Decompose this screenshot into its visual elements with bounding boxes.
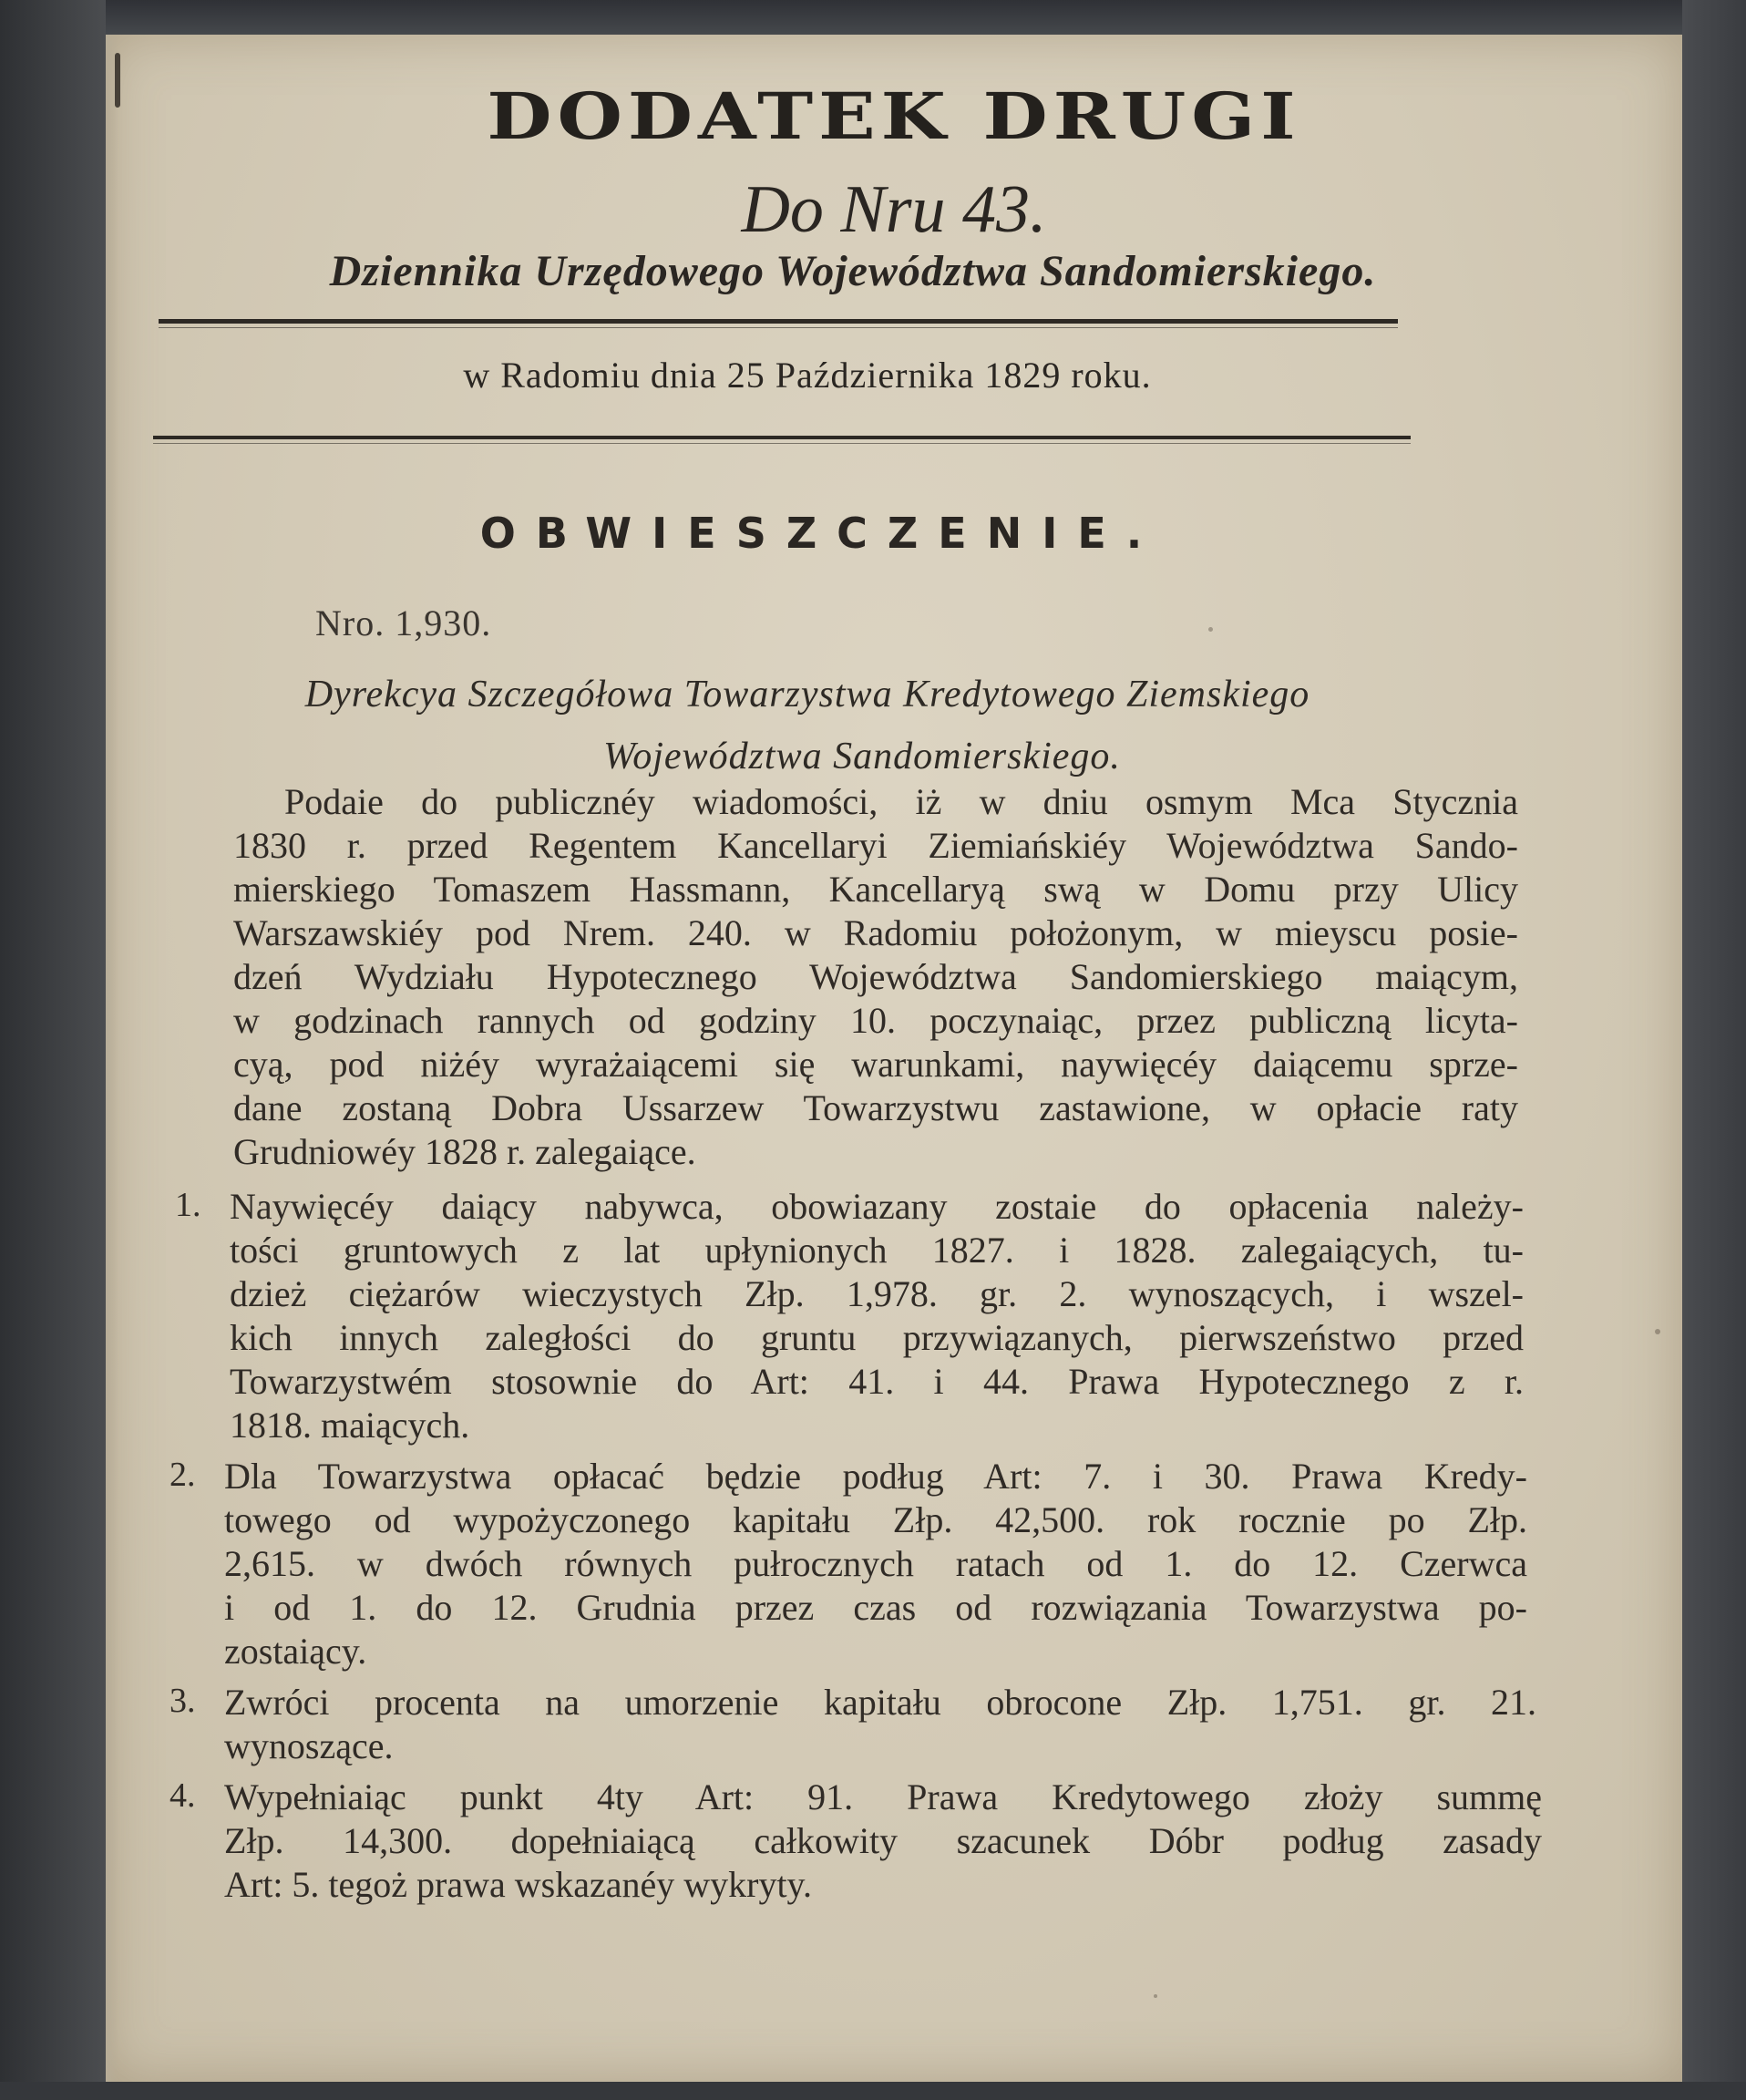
intro-line: Podaie do publicznéy wiadomości, iż w dniu osmym Mca Stycznia — [284, 781, 1518, 822]
item-line: Wypełniaiąc punkt 4ty Art: 91. Prawa Kredytowego złoży summę — [224, 1776, 1542, 1817]
item-line: zostaiący. — [224, 1631, 367, 1672]
scan-frame-left — [0, 0, 106, 2100]
item-number: 4. — [169, 1776, 196, 1815]
page-edge-shadow — [106, 35, 118, 2082]
masthead-rule-bottom — [153, 436, 1411, 439]
masthead-rule-bottom-thin — [153, 443, 1411, 444]
item-line: tości gruntowych z lat upłynionych 1827. i 1828. zalegaiących, tu- — [230, 1230, 1524, 1271]
masthead-title: DODATEK DRUGI — [487, 78, 1301, 155]
scan-frame-bottom — [0, 2082, 1746, 2100]
item-line: Naywięcéy daiący nabywca, obowiazany zostaie do opłacenia należy- — [230, 1186, 1524, 1227]
paper-speck — [1655, 1329, 1660, 1334]
dateline: w Radomiu dnia 25 Października 1829 roku. — [463, 355, 1152, 396]
item-line: 1818. maiących. — [230, 1405, 470, 1446]
intro-line: dzeń Wydziału Hypotecznego Województwa Sandomierskiego maiącym, — [233, 956, 1518, 997]
intro-line: w godzinach rannych od godziny 10. poczynaiąc, przez publiczną licyta- — [233, 1000, 1518, 1041]
notice-heading: OBWIESZCZENIE. — [479, 509, 1163, 558]
journal-name: Dziennika Urzędowego Województwa Sandomierskiego. — [329, 247, 1377, 295]
ink-mark — [115, 53, 120, 108]
notice-number: Nro. 1,930. — [315, 602, 492, 643]
item-line: wynoszące. — [224, 1725, 394, 1766]
item-line: towego od wypożyczonego kapitału Złp. 42,500. rok rocznie po Złp. — [224, 1499, 1527, 1540]
issuer-line-2: Województwa Sandomierskiego. — [603, 736, 1121, 777]
issuer-line-1: Dyrekcya Szczegółowa Towarzystwa Kredytowego Ziemskiego — [304, 674, 1310, 715]
item-line: dzież ciężarów wieczystych Złp. 1,978. gr. 2. wynoszących, i wszel- — [230, 1273, 1524, 1314]
item-line: Towarzystwém stosownie do Art: 41. i 44. Prawa Hypotecznego z r. — [230, 1361, 1524, 1402]
masthead-rule-top-thin — [159, 327, 1398, 328]
item-line: kich innych zaległości do gruntu przywiązanych, pierwszeństwo przed — [230, 1317, 1524, 1358]
item-number: 1. — [175, 1186, 201, 1224]
paper-speck — [1208, 627, 1213, 632]
item-line: i od 1. do 12. Grudnia przez czas od rozwiązania Towarzystwa po- — [224, 1587, 1527, 1628]
item-line: 2,615. w dwóch równych pułrocznych ratach od 1. do 12. Czerwca — [224, 1543, 1527, 1584]
scan-frame-top — [0, 0, 1746, 35]
item-line: Art: 5. tegoż prawa wskazanéy wykryty. — [224, 1864, 812, 1905]
intro-line: 1830 r. przed Regentem Kancellaryi Ziemiańskiéy Województwa Sando- — [233, 825, 1518, 866]
item-line: Zwróci procenta na umorzenie kapitału obrocone Złp. 1,751. gr. 21. — [224, 1682, 1536, 1723]
item-number: 3. — [169, 1682, 196, 1720]
issue-number: Do Nru 43. — [741, 172, 1047, 247]
item-line: Złp. 14,300. dopełniaiącą całkowity szacunek Dóbr podług zasady — [224, 1820, 1542, 1861]
intro-line: Warszawskiéy pod Nrem. 240. w Radomiu położonym, w mieyscu posie- — [233, 912, 1518, 953]
item-line: Dla Towarzystwa opłacać będzie podług Art: 7. i 30. Prawa Kredy- — [224, 1456, 1527, 1497]
intro-line: cyą, pod niżéy wyrażaiącemi się warunkami, naywięcéy daiącemu sprze- — [233, 1044, 1518, 1085]
document-page — [106, 35, 1682, 2082]
paper-speck — [1154, 1994, 1157, 1998]
masthead-rule-top — [159, 319, 1398, 324]
scan-frame-right — [1682, 0, 1746, 2100]
intro-line: dane zostaną Dobra Ussarzew Towarzystwu zastawione, w opłacie raty — [233, 1087, 1518, 1128]
item-number: 2. — [169, 1456, 196, 1494]
intro-line: Grudniowéy 1828 r. zalegaiące. — [233, 1131, 696, 1172]
intro-line: mierskiego Tomaszem Hassmann, Kancellaryą swą w Domu przy Ulicy — [233, 869, 1518, 910]
